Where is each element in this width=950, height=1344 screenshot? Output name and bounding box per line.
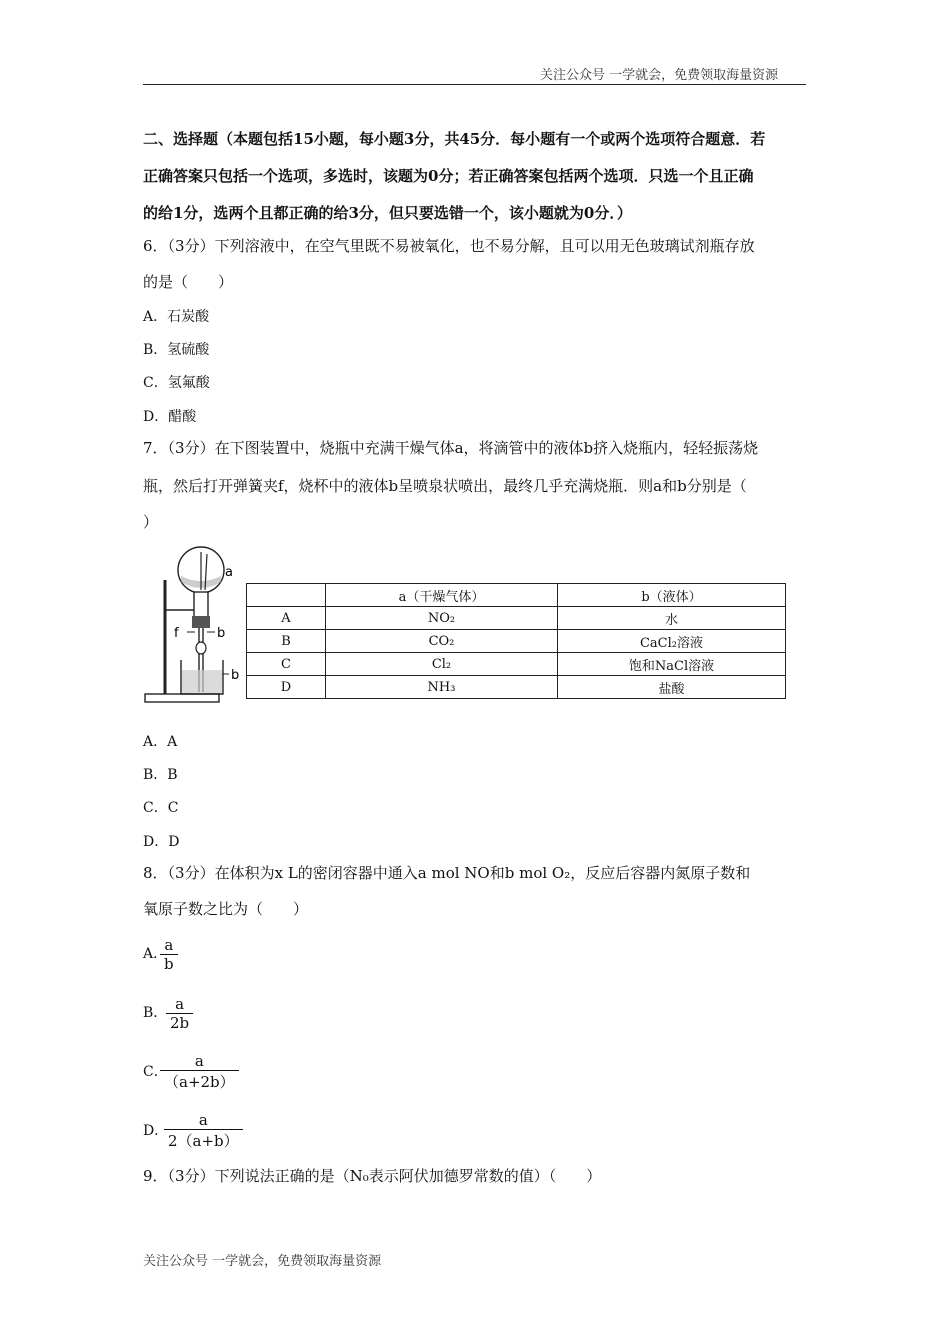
table-cell: Cl₂ [326,653,558,676]
table-header-row [247,584,786,607]
header-divider [143,84,806,85]
table-cell: 饱和NaCl溶液 [558,653,786,676]
q8-option-c-fraction [160,1052,239,1092]
label-b-beaker: b [231,668,240,683]
q7-stem-line2: 瓶，然后打开弹簧夹f，烧杯中的液体b呈喷泉状喷出，最终几乎充满烧瓶．则a和b分别是（ [143,477,747,495]
q6-stem-line1: 6．（3分）下列溶液中，在空气里既不易被氧化，也不易分解，且可以用无色玻璃试剂瓶存放 [143,237,755,255]
table-cell: D [247,676,326,699]
q8-option-a-letter: A． [143,946,168,962]
q6-option-c: C．氢氟酸 [143,375,210,391]
q6-stem-line2: 的是（ ） [143,273,234,291]
table-cell: A [247,607,326,630]
table-row [247,676,786,699]
page-header: 关注公众号 一学就会，免费领取海量资源 [540,68,779,83]
q8-stem-line1: 8．（3分）在体积为x L的密闭容器中通入a mol NO和b mol O₂，反应后容器内氮原子数和 [143,864,751,882]
q8-option-b-fraction [166,995,193,1032]
section-intro-line2: 正确答案只包括一个选项，多选时，该题为0分；若正确答案包括两个选项．只选一个且正确 [143,167,754,185]
q7-option-c: C．C [143,800,179,816]
table-row [247,630,786,653]
q8-option-a-fraction [160,936,178,973]
table-cell: B [247,630,326,653]
fraction-numerator: a [175,995,185,1013]
q8-option-d-letter: D． [143,1123,169,1139]
fraction-denominator: 2（a+b） [164,1129,243,1151]
q7-option-a: A．A [143,734,178,750]
table-cell: CO₂ [326,630,558,653]
q7-stem-line1: 7．（3分）在下图装置中，烧瓶中充满干燥气体a，将滴管中的液体b挤入烧瓶内，轻轻振荡烧 [143,439,759,457]
q6-option-b: B．氢硫酸 [143,342,210,358]
q8-option-c-letter: C． [143,1064,168,1080]
q8-option-b-letter: B． [143,1005,168,1021]
q7-stem-line3: ） [143,513,159,531]
fraction-numerator: a [198,1111,208,1129]
fraction-denominator: b [160,954,178,973]
q7-option-d: D．D [143,834,180,850]
table-cell: 水 [558,607,786,630]
table-row [247,607,786,630]
q6-option-a: A．石炭酸 [143,309,210,325]
table-cell: 盐酸 [558,676,786,699]
label-a: a [225,565,233,580]
q7-option-b: B．B [143,767,178,783]
label-b-dropper: b [217,626,226,641]
table-cell: NO₂ [326,607,558,630]
fraction-denominator: （a+2b） [160,1070,239,1092]
table-header-cell [247,584,326,607]
q7-answer-table [246,583,786,699]
fraction-numerator: a [164,936,174,954]
table-header-cell: b（液体） [558,584,786,607]
page-footer: 关注公众号 一学就会，免费领取海量资源 [143,1254,382,1269]
fraction-numerator: a [194,1052,204,1070]
table-row [247,653,786,676]
label-f: f [174,626,179,641]
q9-stem-line1: 9．（3分）下列说法正确的是（N₀表示阿伏加德罗常数的值）（ ） [143,1167,602,1185]
q8-option-d-fraction [164,1111,243,1151]
fraction-denominator: 2b [166,1013,193,1032]
section-intro-line1: 二、选择题（本题包括15小题，每小题3分，共45分．每小题有一个或两个选项符合题意．若 [143,130,766,148]
q6-option-d: D．醋酸 [143,409,197,425]
q8-stem-line2: 氧原子数之比为（ ） [143,900,309,918]
fountain-apparatus-figure [143,542,243,707]
table-cell: C [247,653,326,676]
table-header-cell: a（干燥气体） [326,584,558,607]
table-cell: CaCl₂溶液 [558,630,786,653]
table-cell: NH₃ [326,676,558,699]
section-intro-line3: 的给1分，选两个且都正确的给3分，但只要选错一个，该小题就为0分．） [143,204,632,222]
